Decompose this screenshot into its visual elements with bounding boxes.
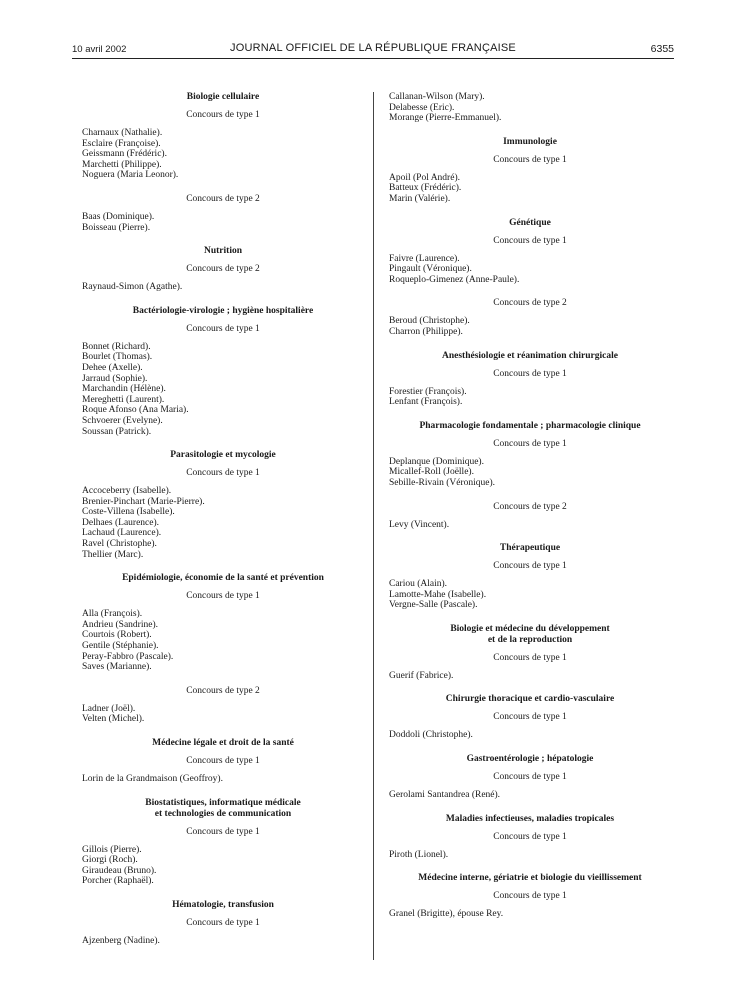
list-item: Jarraud (Sophie). [82,373,148,384]
section-title [389,694,671,705]
list-item: Coste-Villena (Isabelle). [82,507,175,518]
section-title [82,450,364,461]
list-item: Peray-Fabbro (Pascale). [82,651,174,662]
section-title-line: Parasitologie et mycologie [170,450,276,461]
name-list [82,212,364,233]
list-item: Ajzenberg (Nadine). [82,935,160,946]
name-list [389,316,671,337]
list-item: Guerif (Fabrice). [389,670,454,681]
section-title [389,624,671,646]
right-column [389,92,671,920]
section-title [82,92,364,103]
column-divider [373,92,374,960]
list-item: Soussan (Patrick). [82,426,152,437]
section-title-line: Nutrition [204,246,242,257]
header-rule [72,58,674,59]
list-item: Vergne-Salle (Pascale). [389,600,478,611]
list-item: Alla (François). [82,609,143,620]
list-item: Porcher (Raphaël). [82,876,154,887]
concours-type-label: Concours de type 1 [186,591,260,602]
section-title-line: Pharmacologie fondamentale ; pharmacologie clinique [419,420,641,431]
page-header [72,42,674,58]
list-item: Dehee (Axelle). [82,362,143,373]
name-list [82,342,364,437]
section-title-line: Biostatistiques, informatique médicale [145,797,301,808]
list-item: Gentile (Stéphanie). [82,641,159,652]
section-title-line: Bactériologie-virologie ; hygiène hospitalière [132,305,314,316]
name-list [82,774,364,785]
section-title [389,873,671,884]
section-title [82,246,364,257]
list-item: Thellier (Marc). [82,549,144,560]
list-item: Gillois (Pierre). [82,844,142,855]
list-item: Granel (Brigitte), épouse Rey. [389,909,504,920]
left-column [82,92,364,947]
list-item: Forestier (François). [389,386,467,397]
concours-type-label: Concours de type 2 [186,264,260,275]
name-list [82,486,364,560]
list-item: Lorin de la Grandmaison (Geoffroy). [82,774,223,784]
section-title [389,351,671,362]
section-title-line: Chirurgie thoracique et cardio-vasculaire [445,694,615,705]
list-item: Velten (Michel). [82,714,145,725]
list-item: Morange (Pierre-Emmanuel). [389,113,502,124]
list-item: Micallef-Roll (Joëlle). [389,467,474,478]
list-item: Sebille-Rivain (Véronique). [389,477,496,488]
list-item: Marin (Valérie). [389,193,451,204]
section-title-line: Maladies infectieuses, maladies tropicales [445,813,615,824]
concours-type-label: Concours de type 2 [186,193,260,204]
concours-type-label: Concours de type 1 [493,438,567,449]
name-list [389,790,671,801]
list-item: Ladner (Joël). [82,703,136,714]
name-list [82,845,364,887]
concours-type-label: Concours de type 1 [186,323,260,334]
section-title [389,754,671,765]
list-item: Geissmann (Frédéric). [82,149,167,160]
list-item: Giraudeau (Bruno). [82,865,157,876]
name-list [389,173,671,205]
list-item: Pingault (Véronique). [389,264,472,275]
list-item: Courtois (Robert). [82,630,152,641]
list-item: Gerolami Santandrea (René). [389,790,501,801]
section-title-line: et technologies de communication [154,808,292,819]
section-title-line: Biologie et médecine du développement [450,623,610,634]
list-item: Levy (Vincent). [389,519,450,530]
section-title-line: Immunologie [503,136,557,147]
concours-type-label: Concours de type 2 [493,501,567,512]
list-item: Raynaud-Simon (Agathe). [82,282,183,293]
section-title [389,218,671,229]
section-title [82,900,364,911]
section-title [389,814,671,825]
list-item: Bonnet (Richard). [82,341,151,352]
list-item: Piroth (Lionel). [389,849,449,860]
concours-type-label: Concours de type 1 [493,891,567,902]
section-title [82,573,364,584]
list-item: Roque Afonso (Ana Maria). [82,405,189,416]
section-title [82,738,364,749]
list-item: Ravel (Christophe). [82,539,157,550]
list-item: Andrieu (Sandrine). [82,619,158,630]
list-item: Marchetti (Philippe). [82,159,162,170]
name-list [389,92,671,124]
concours-type-label: Concours de type 1 [493,235,567,246]
journal-title: JOURNAL OFFICIEL DE LA RÉPUBLIQUE FRANÇAISE [230,42,516,54]
name-list [389,254,671,286]
concours-type-label: Concours de type 1 [186,468,260,479]
name-list [82,128,364,181]
list-item: Faivre (Laurence). [389,253,460,264]
section-title-line: Hématologie, transfusion [172,899,274,910]
section-title-line: Epidémiologie, économie de la santé et prévention [122,573,324,584]
name-list [82,936,364,947]
list-item: Esclaire (Françoise). [82,138,161,149]
concours-type-label: Concours de type 1 [493,831,567,842]
section-title-line: Thérapeutique [499,543,561,554]
list-item: Beroud (Christophe). [389,316,470,327]
concours-type-label: Concours de type 1 [493,368,567,379]
concours-type-label: Concours de type 1 [186,110,260,120]
list-item: Accoceberry (Isabelle). [82,486,172,497]
page-number: 6355 [650,43,674,55]
concours-type-label: Concours de type 1 [493,772,567,783]
list-item: Charnaux (Nathalie). [82,128,163,138]
name-list [389,520,671,531]
list-item: Lamotte-Mahe (Isabelle). [389,589,487,600]
list-item: Boisseau (Pierre). [82,222,151,233]
concours-type-label: Concours de type 1 [493,154,567,165]
section-title-line: et de la reproduction [487,634,573,645]
section-title [389,543,671,554]
list-item: Mereghetti (Laurent). [82,394,165,405]
list-item: Bourlet (Thomas). [82,352,153,363]
list-item: Baas (Dominique). [82,211,155,222]
list-item: Marchandin (Hélène). [82,384,166,395]
section-title [389,137,671,148]
name-list [389,579,671,611]
list-item: Apoil (Pol André). [389,172,460,183]
name-list [82,704,364,725]
list-item: Cariou (Alain). [389,579,448,590]
name-list [389,909,671,920]
list-item: Delhaes (Laurence). [82,517,160,528]
name-list [82,282,364,293]
section-title-line: Médecine interne, gériatrie et biologie du vieillissement [418,873,642,884]
list-item: Batteux (Frédéric). [389,183,462,194]
section-title-line: Médecine légale et droit de la santé [152,738,294,748]
list-item: Delabesse (Eric). [389,102,455,113]
concours-type-label: Concours de type 1 [186,756,260,766]
list-item: Saves (Marianne). [82,662,152,673]
concours-type-label: Concours de type 1 [186,826,260,837]
list-item: Giorgi (Roch). [82,855,138,866]
name-list [389,671,671,682]
concours-type-label: Concours de type 1 [493,652,567,663]
list-item: Callanan-Wilson (Mary). [389,92,485,102]
list-item: Doddoli (Christophe). [389,730,473,741]
concours-type-label: Concours de type 1 [493,712,567,723]
concours-type-label: Concours de type 1 [186,917,260,928]
name-list [389,387,671,408]
list-item: Schvoerer (Evelyne). [82,415,163,426]
section-title [82,798,364,820]
section-title-line: Anesthésiologie et réanimation chirurgicale [442,350,618,361]
list-item: Roqueplo-Gimenez (Anne-Paule). [389,274,520,285]
section-title [389,421,671,432]
section-title-line: Génétique [509,217,551,228]
name-list [82,609,364,673]
section-title-line: Biologie cellulaire [186,92,260,102]
list-item: Noguera (Maria Leonor). [82,170,179,181]
section-title [82,306,364,317]
list-item: Brenier-Pinchart (Marie-Pierre). [82,496,205,507]
list-item: Lenfant (François). [389,397,463,408]
name-list [389,850,671,861]
name-list [389,457,671,489]
concours-type-label: Concours de type 2 [186,685,260,696]
list-item: Lachaud (Laurence). [82,528,162,539]
issue-date: 10 avril 2002 [72,44,127,55]
section-title-line: Gastroentérologie ; hépatologie [466,754,594,765]
concours-type-label: Concours de type 2 [493,298,567,309]
concours-type-label: Concours de type 1 [493,561,567,572]
list-item: Deplanque (Dominique). [389,456,484,467]
list-item: Charron (Philippe). [389,326,463,337]
name-list [389,730,671,741]
